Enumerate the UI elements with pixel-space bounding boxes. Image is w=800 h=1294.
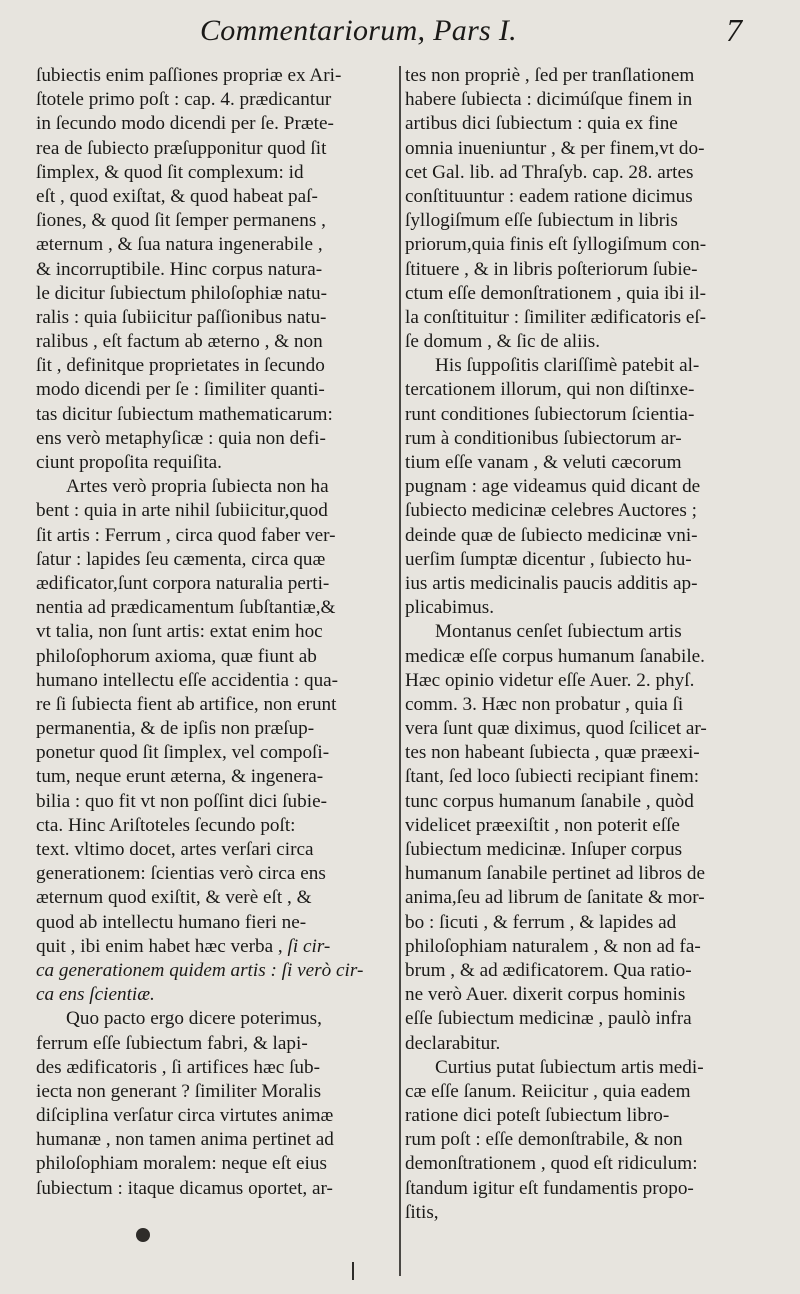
line-text: ſtotele primo poſt : cap. 4. prædicantur <box>36 89 332 111</box>
line-text: generationem: ſcientias verò circa ens <box>36 863 326 885</box>
text-line <box>405 1152 767 1176</box>
text-line <box>36 838 392 862</box>
line-text: ponetur quod ſit ſimplex, vel compoſi- <box>36 742 330 764</box>
line-text: ſyllogiſmum eſſe ſubiectum in libris <box>405 210 678 232</box>
text-line <box>405 645 767 669</box>
text-line <box>36 669 392 693</box>
line-text: humano intellectu eſſe accidentia : qua- <box>36 669 339 691</box>
text-line <box>405 935 767 959</box>
text-line <box>405 862 767 886</box>
line-text: ctum eſſe demonſtrationem , quia ibi il- <box>405 282 707 304</box>
line-text: ferrum eſſe ſubiectum fabri, & lapi- <box>36 1032 308 1054</box>
text-line <box>405 1080 767 1104</box>
text-line <box>36 330 392 354</box>
line-text: tes non propriè , ſed per tranſlationem <box>405 65 695 86</box>
line-text: modo dicendi per ſe : ſimiliter quanti- <box>36 379 325 401</box>
text-line <box>36 645 392 669</box>
page-header <box>0 6 800 62</box>
line-text: le dicitur ſubiectum philoſophiæ natu- <box>36 282 327 304</box>
text-line <box>36 886 392 910</box>
line-text: rum poſt : eſſe demonſtrabile, & non <box>405 1129 683 1151</box>
text-line <box>36 572 392 596</box>
text-line <box>405 959 767 983</box>
line-text: philoſophorum axioma, quæ fiunt ab <box>36 645 317 667</box>
line-text: des ædificatoris , ſi artifices hæc ſub- <box>36 1056 321 1078</box>
line-text: Montanus cenſet ſubiectum artis <box>435 621 682 643</box>
text-line <box>36 161 392 185</box>
line-text: deinde quæ de ſubiecto medicinæ vni- <box>405 524 698 546</box>
line-text: ſe domum , & ſic de aliis. <box>405 331 601 353</box>
text-line <box>36 717 392 741</box>
line-text: cet Gal. lib. ad Thraſyb. cap. 28. artes <box>405 161 694 183</box>
line-text: conſtituuntur : eadem ratione dicimus <box>405 185 693 207</box>
text-line <box>405 765 767 789</box>
text-line <box>36 88 392 112</box>
text-line <box>36 112 392 136</box>
text-line <box>36 790 392 814</box>
text-line <box>36 137 392 161</box>
line-text: ratione dici poteſt ſubiectum libro- <box>405 1105 670 1127</box>
line-text: cta. Hinc Ariſtoteles ſecundo poſt: <box>36 814 296 836</box>
text-line <box>405 499 767 523</box>
text-line <box>36 185 392 209</box>
line-text: videlicet præexiſtit , non poterit eſſe <box>405 814 680 836</box>
line-text: ca ens ſcientiæ. <box>36 984 155 1006</box>
line-text: quod ab intellectu humano fieri ne- <box>36 911 307 933</box>
text-line <box>405 620 767 644</box>
text-line <box>36 1080 392 1104</box>
text-line <box>36 765 392 789</box>
line-text: ſatur : lapides ſeu cæmenta, circa quæ <box>36 548 326 570</box>
running-title: Commentariorum, Pars I. <box>200 14 517 47</box>
line-text: bo : ſicuti , & ferrum , & lapides ad <box>405 911 677 933</box>
line-text: ſitis, <box>405 1201 439 1223</box>
line-text: cæ eſſe ſanum. Reiicitur , quia eadem <box>405 1080 691 1102</box>
line-text: Hæc opinio videtur eſſe Auer. 2. phyſ. <box>405 669 695 691</box>
line-text: ædificator,ſunt corpora naturalia perti- <box>36 572 330 594</box>
text-line <box>36 548 392 572</box>
text-line <box>36 1056 392 1080</box>
text-line <box>405 596 767 620</box>
text-line <box>405 1201 767 1225</box>
line-text: ius artis medicinalis paucis additis ap- <box>405 572 698 594</box>
text-line <box>405 717 767 741</box>
text-line <box>405 427 767 451</box>
text-line <box>405 790 767 814</box>
line-text: tas dicitur ſubiectum mathematicarum: <box>36 403 333 425</box>
line-text: ralis : quia ſubiicitur paſſionibus natu- <box>36 306 327 328</box>
text-line <box>405 306 767 330</box>
line-text: ſubiectum medicinæ. Inſuper corpus <box>405 839 683 860</box>
text-line <box>405 161 767 185</box>
line-text: priorum,quia finis eſt ſyllogiſmum con- <box>405 234 707 256</box>
text-line <box>405 209 767 233</box>
text-line <box>36 524 392 548</box>
text-line <box>36 620 392 644</box>
text-line <box>36 1104 392 1128</box>
line-text: æternum quod exiſtit, & verè eſt , & <box>36 887 312 909</box>
text-line <box>405 64 767 88</box>
line-text: & incorruptibile. Hinc corpus natura- <box>36 258 323 280</box>
line-text: habere ſubiecta : dicimúſque finem in <box>405 89 693 111</box>
text-line <box>405 475 767 499</box>
text-line <box>405 137 767 161</box>
text-line <box>36 403 392 427</box>
text-line <box>405 1007 767 1031</box>
line-text: humanum ſanabile pertinet ad libros de <box>405 863 705 885</box>
text-line <box>405 330 767 354</box>
text-line <box>36 1007 392 1031</box>
line-text: tium eſſe vanam , & veluti cæcorum <box>405 452 682 473</box>
line-text: medicæ eſſe corpus humanum ſanabile. <box>405 645 705 667</box>
line-text: tes non habeant ſubiecta , quæ præexi- <box>405 742 700 764</box>
line-text: runt conditiones ſubiectorum ſcientia- <box>405 403 695 425</box>
text-line <box>36 693 392 717</box>
line-text: bent : quia in arte nihil ſubiicitur,quod <box>36 500 328 522</box>
text-line <box>36 451 392 475</box>
line-text: bilia : quo fit vt non poſſint dici ſubie- <box>36 790 327 812</box>
text-line <box>405 1104 767 1128</box>
line-text: Artes verò propria ſubiecta non ha <box>66 476 329 498</box>
line-text: humanæ , non tamen anima pertinet ad <box>36 1129 334 1151</box>
line-text: quit , ibi enim habet hæc verba , <box>36 935 283 957</box>
text-line <box>405 403 767 427</box>
text-line <box>36 935 392 959</box>
line-text: comm. 3. Hæc non probatur , quia ſi <box>405 693 684 715</box>
text-line <box>36 306 392 330</box>
text-line <box>405 524 767 548</box>
text-line <box>36 959 392 983</box>
line-text: ſit artis : Ferrum , circa quod faber ver- <box>36 524 336 546</box>
text-line <box>405 1177 767 1201</box>
line-text: ſimplex, & quod ſit complexum: id <box>36 161 304 183</box>
text-line <box>36 475 392 499</box>
line-text: anima,ſeu ad librum de ſanitate & mor- <box>405 887 705 909</box>
text-line <box>36 258 392 282</box>
text-line <box>36 209 392 233</box>
text-line <box>405 112 767 136</box>
column-divider <box>399 66 401 1276</box>
line-text: His ſuppoſitis clariſſimè patebit al- <box>435 355 700 377</box>
text-line <box>405 814 767 838</box>
line-text: ciunt propoſita requiſita. <box>36 452 222 473</box>
text-line <box>405 741 767 765</box>
text-line <box>405 548 767 572</box>
text-line <box>36 427 392 451</box>
line-text: in ſecundo modo dicendi per ſe. Præte- <box>36 113 334 135</box>
text-line <box>405 354 767 378</box>
line-text: philoſophiam naturalem , & non ad fa- <box>405 935 701 957</box>
line-text: eſt , quod exiſtat, & quod habeat paſ- <box>36 185 318 207</box>
text-line <box>405 378 767 402</box>
line-text: eſſe ſubiectum medicinæ , paulò infra <box>405 1008 692 1030</box>
line-text: ſubiectum : itaque dicamus oportet, ar- <box>36 1177 333 1199</box>
line-text: ſubiectis enim paſſiones propriæ ex Ari- <box>36 65 342 86</box>
text-line <box>405 886 767 910</box>
line-text: ens verò metaphyſicæ : quia non defi- <box>36 427 326 449</box>
ink-blot <box>136 1228 150 1242</box>
line-text: text. vltimo docet, artes verſari circa <box>36 839 314 860</box>
text-line <box>405 282 767 306</box>
text-line <box>36 499 392 523</box>
page-number: 7 <box>726 12 742 48</box>
text-line <box>36 1128 392 1152</box>
text-line <box>405 1128 767 1152</box>
line-text: re ſi ſubiecta fient ab artifice, non erunt <box>36 693 337 715</box>
text-line <box>36 911 392 935</box>
line-text: ſtituere , & in libris poſteriorum ſubie- <box>405 258 698 280</box>
text-line <box>405 983 767 1007</box>
text-line <box>36 983 392 1007</box>
line-text: declarabitur. <box>405 1032 501 1054</box>
line-text: ſtandum igitur eſt fundamentis propo- <box>405 1177 694 1199</box>
line-text: vt talia, non ſunt artis: extat enim hoc <box>36 621 323 643</box>
text-line <box>405 838 767 862</box>
line-text: ſubiecto medicinæ celebres Auctores ; <box>405 500 697 522</box>
text-line <box>36 596 392 620</box>
line-text: diſciplina verſatur circa virtutes animæ <box>36 1105 334 1127</box>
text-line <box>36 282 392 306</box>
line-text: ſit , definitque proprietates in ſecundo <box>36 355 325 377</box>
text-line <box>36 1032 392 1056</box>
line-text: uerſim ſumptæ dicentur , ſubiecto hu- <box>405 548 692 570</box>
line-text: permanentia, & de ipſis non præſup- <box>36 718 315 740</box>
text-line <box>405 693 767 717</box>
text-line <box>405 572 767 596</box>
line-text: rum à conditionibus ſubiectorum ar- <box>405 427 682 449</box>
ink-tick <box>352 1262 354 1280</box>
line-text: la conſtituitur : ſimiliter ædificatoris eſ- <box>405 306 707 328</box>
line-text: ſtant, ſed loco ſubiecti recipiant finem: <box>405 766 700 788</box>
line-text: philoſophiam moralem: neque eſt eius <box>36 1153 327 1175</box>
line-text: brum , & ad ædificatorem. Qua ratio- <box>405 959 692 981</box>
text-line <box>36 233 392 257</box>
text-line <box>36 1177 392 1201</box>
line-text: Curtius putat ſubiectum artis medi- <box>435 1056 704 1078</box>
line-text: Quo pacto ergo dicere poterimus, <box>66 1008 322 1030</box>
line-text: tum, neque erunt æterna, & ingenera- <box>36 766 324 788</box>
text-line <box>405 911 767 935</box>
italic-text: ſi cir- <box>287 935 331 957</box>
line-text: iecta non generant ? ſimiliter Moralis <box>36 1080 322 1102</box>
text-line <box>405 1056 767 1080</box>
line-text: tercationem illorum, qui non diſtinxe- <box>405 379 695 401</box>
text-line <box>36 64 392 88</box>
text-line <box>36 378 392 402</box>
text-line <box>405 1032 767 1056</box>
text-line <box>36 862 392 886</box>
line-text: omnia inueniuntur , & per finem,vt do- <box>405 137 705 159</box>
line-text: pugnam : age videamus quid dicant de <box>405 476 701 498</box>
text-line <box>405 233 767 257</box>
line-text: plicabimus. <box>405 597 494 619</box>
line-text: ca generationem quidem artis : ſi verò cir- <box>36 959 364 981</box>
line-text: rea de ſubiecto præſupponitur quod ſit <box>36 137 327 159</box>
line-text: demonſtrationem , quod eſt ridiculum: <box>405 1153 698 1175</box>
right-column <box>405 64 767 1225</box>
text-line <box>405 185 767 209</box>
line-text: ne verò Auer. dixerit corpus hominis <box>405 984 686 1006</box>
line-text: nentia ad prædicamentum ſubſtantiæ,& <box>36 597 336 619</box>
line-text: tunc corpus humanum ſanabile , quòd <box>405 790 694 812</box>
text-line <box>36 354 392 378</box>
line-text: ſiones, & quod ſit ſemper permanens , <box>36 210 326 232</box>
line-text: ralibus , eſt factum ab æterno , & non <box>36 331 323 353</box>
line-text: vera ſunt quæ diximus, quod ſcilicet ar- <box>405 718 707 740</box>
line-text: artibus dici ſubiectum : quia ex fine <box>405 113 678 135</box>
text-line <box>405 258 767 282</box>
text-line <box>405 669 767 693</box>
text-line <box>36 1152 392 1176</box>
left-column <box>36 64 392 1201</box>
text-line <box>405 88 767 112</box>
line-text: æternum , & ſua natura ingenerabile , <box>36 234 323 256</box>
text-line <box>405 451 767 475</box>
text-line <box>36 741 392 765</box>
text-line <box>36 814 392 838</box>
